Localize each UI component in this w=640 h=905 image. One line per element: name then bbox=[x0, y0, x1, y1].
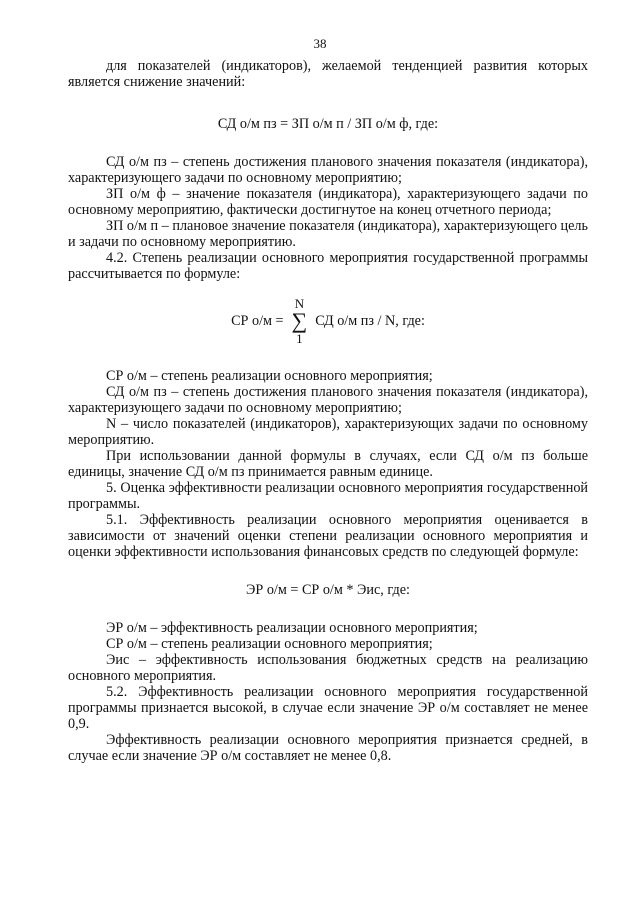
paragraph: ЭР о/м – эффективность реализации основного мероприятия; bbox=[106, 620, 478, 636]
paragraph: СД о/м пз – степень достижения планового значения показателя (индикатора), характеризующего задачи по основному мероприятию; bbox=[68, 154, 588, 186]
formula-sr-right: СД о/м пз / N, где: bbox=[315, 313, 425, 329]
paragraph: ЗП о/м п – плановое значение показателя (индикатора), характеризующего цель и задачи по основному мероприятию. bbox=[68, 218, 588, 250]
paragraph: N – число показателей (индикаторов), характеризующих задачи по основному мероприятию. bbox=[68, 416, 588, 448]
document-body bbox=[68, 58, 588, 764]
formula-sd: СД о/м пз = ЗП о/м п / ЗП о/м ф, где: bbox=[217, 116, 439, 132]
paragraph: для показателей (индикаторов), желаемой тенденцией развития которых является снижение значений: bbox=[68, 58, 588, 90]
paragraph: 5.1. Эффективность реализации основного мероприятия оценивается в зависимости от значений оценки степени реализации основного мероприятия и оценки эффективности использования финансовых средств по следующей формуле: bbox=[68, 512, 588, 560]
paragraph: Эис – эффективность использования бюджетных средств на реализацию основного мероприятия. bbox=[68, 652, 588, 684]
paragraph: СР о/м – степень реализации основного мероприятия; bbox=[106, 636, 433, 652]
paragraph: СР о/м – степень реализации основного мероприятия; bbox=[106, 368, 433, 384]
paragraph: Эффективность реализации основного мероприятия признается средней, в случае если значение ЭР о/м составляет не менее 0,8. bbox=[68, 732, 588, 764]
sum-lower-limit: 1 bbox=[296, 331, 303, 346]
formula-sr-left: СР о/м = bbox=[231, 313, 284, 329]
page-number: 38 bbox=[313, 36, 327, 51]
sum-upper-limit: N bbox=[294, 296, 305, 311]
paragraph: При использовании данной формулы в случаях, если СД о/м пз больше единицы, значение СД о/м пз принимается равным единице. bbox=[68, 448, 588, 480]
paragraph: 4.2. Степень реализации основного мероприятия государственной программы рассчитывается по формуле: bbox=[68, 250, 588, 282]
sum-symbol bbox=[292, 296, 308, 346]
paragraph: ЗП о/м ф – значение показателя (индикатора), характеризующего задачи по основному мероприятию, фактически достигнутое на конец отчетного периода; bbox=[68, 186, 588, 218]
paragraph: СД о/м пз – степень достижения планового значения показателя (индикатора), характеризующего задачи по основному мероприятию; bbox=[68, 384, 588, 416]
paragraph: 5.2. Эффективность реализации основного мероприятия государственной программы признается высокой, в случае если значение ЭР о/м составляет не менее 0,9. bbox=[68, 684, 588, 732]
formula-er: ЭР о/м = СР о/м * Эис, где: bbox=[246, 582, 410, 598]
formula-sr bbox=[68, 296, 588, 346]
sigma-icon: ∑ bbox=[291, 308, 308, 333]
paragraph: 5. Оценка эффективности реализации основного мероприятия государственной программы. bbox=[68, 480, 588, 512]
